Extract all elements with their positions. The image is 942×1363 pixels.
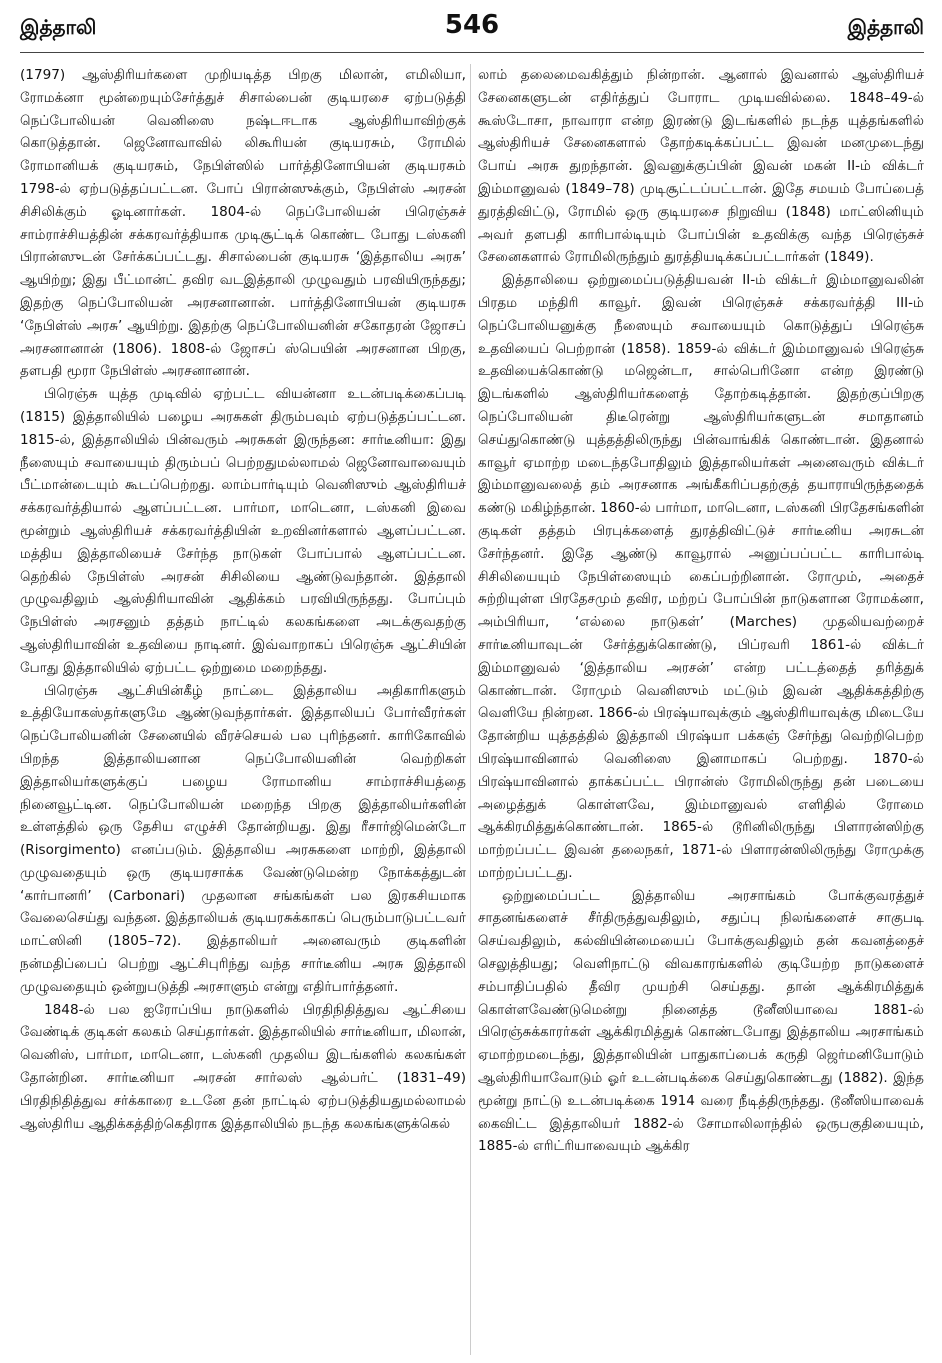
paragraph: 1848-ல் பல ஐரோப்பிய நாடுகளில் பிரதிநிதித்துவ ஆட்சியை வேண்டிக் குடிகள் கலகம் செய்தார்கள். இத்தாலியில் சார்டீனியா, மிலான், வெனிஸ், பார்மா, மாடெனா, டஸ்கனி முதலிய இடங்களில் கலகங்கள் தோன்றின. சார்டீனியா அரசன் சார்லஸ் ஆல்பர்ட் (1831–49) பிரதிநிதித்துவ சர்க்காரை உடனே தன் நாட்டில் ஏற்படுத்தியதுமல்லாமல் ஆஸ்திரிய ஆதிக்கத்திற்கெதிராக இத்தாலியில் நடந்த கலகங்களுக்கெல் bbox=[20, 1001, 466, 1132]
paragraph: ஒற்றுமைப்பட்ட இத்தாலிய அரசாங்கம் போக்குவரத்துச் சாதனங்களைச் சீர்திருத்துவதிலும், சதுப்பு நிலங்களைச் சாகுபடி செய்வதிலும், கல்வியின்மையைப் போக்குவதிலும் தன் கவனத்தைச் செலுத்தியது; வெளிநாட்டு விவகாரங்களில் குடியேற்ற நாடுகளைச் சம்பாதிப்பதில் தீவிர முயற்சி செய்தது. தான் ஆக்கிரமித்துக் கொள்ளவேண்டுமென்று நினைத்த டூனீஸியாவை 1881-ல் பிரெஞ்சுக்காரர்கள் ஆக்கிரமித்துக் கொண்டபோது இத்தாலிய அரசாங்கம் ஏமாற்றமடைந்து, இத்தாலியின் பாதுகாப்பைக் கருதி ஜெர்மனியோடும் ஆஸ்திரியாவோடும் ஓர் உடன்படிக்கை செய்துகொண்டது (1882). இந்த மூன்று நாட்டு உடன்படிக்கை 1914 வரை நீடித்திருந்தது. டூனீஸியாவைக் கைவிட்ட இத்தாலியர் 1882-ல் சோமாலிலாந்தில் ஒருபகுதியையும், 1885-ல் எரிட்ரியாவையும் ஆக்கிர bbox=[478, 887, 924, 1155]
page-header bbox=[20, 6, 924, 53]
paragraph: இத்தாலியை ஒற்றுமைப்படுத்தியவன் II-ம் விக்டர் இம்மானுவலின் பிரதம மந்திரி காவூர். இவன் பிரெஞ்சுச் சக்கரவர்த்தி III-ம் நெப்போலியனுக்கு நீஸையும் சவாயையும் கொடுத்துப் பிரெஞ்சு உதவியைப் பெற்றான் (1858). 1859-ல் விக்டர் இம்மானுவல் பிரெஞ்சு உதவியைக்கொண்டு மஜென்டா, சால்பெரினோ என்ற இரண்டு இடங்களில் ஆஸ்திரியர்களைத் தோற்கடித்தான். இதற்குப்பிறகு நெப்போலியன் திடீரென்று ஆஸ்திரியர்களுடன் சமாதானம் செய்துகொண்டு யுத்தத்திலிருந்து பின்வாங்கிக் கொண்டான். இதனால் காவூர் ஏமாற்ற மடைந்தபோதிலும் இத்தாலியர்கள் அனைவரும் விக்டர் இம்மானுவலைத் தம் அரசனாக அங்கீகரிப்பதற்குத் தயாராயிருந்ததைக் கண்டு மகிழ்ந்தான். 1860-ல் பார்மா, மாடெனா, டஸ்கனி பிரதேசங்களின் குடிகள் தத்தம் பிரபுக்களைத் துரத்திவிட்டுச் சார்டீனிய அரசுடன் சேர்ந்தனர். இதே ஆண்டு காவூரால் அனுப்பப்பட்ட காரிபால்டி சிசிலியையும் நேபிள்ஸையும் கைப்பற்றினான். ரோமும், அதைச் சுற்றியுள்ள பிரதேசமும் தவிர, மற்றப் போப்பின் நாடுகளான ரோமக்னா, அம்பிரியா, ‘எல்லை நாடுகள்’ (Marches) முதலியவற்றைச் சார்டீனியாவுடன் சேர்த்துக்கொண்டு, பிப்ரவரி 1861-ல் விக்டர் இம்மானுவல் ‘இத்தாலிய அரசன்’ என்ற பட்டத்தைத் தரித்துக் கொண்டான். ரோமும் வெனிஸும் மட்டும் இவன் ஆதிக்கத்திற்கு வெளியே நின்றன. 1866-ல் பிரஷ்யாவுக்கும் ஆஸ்திரியாவுக்கு மிடையே தோன்றிய யுத்தத்தில் இத்தாலி பிரஷ்யா பக்கஞ் சேர்ந்து வெற்றிபெற்ற பிரஷ்யாவினால் வெனிஸை இனாமாகப் பெற்றது. 1870-ல் பிரஷ்யாவினால் தாக்கப்பட்ட பிரான்ஸ் ரோமிலிருந்து தன் படையை அழைத்துக் கொள்ளவே, இம்மானுவல் எளிதில் ரோமை ஆக்கிரமித்துக்கொண்டான். 1865-ல் டூரினிலிருந்து பிளாரன்ஸிற்கு மாற்றப்பட்ட இவன் தலைநகர், 1871-ல் பிளாரன்ஸிலிருந்து ரோமுக்கு மாற்றப்பட்டது. bbox=[478, 272, 924, 881]
text-columns bbox=[20, 64, 924, 1355]
running-head-right: இத்தாலி bbox=[847, 15, 924, 39]
paragraph: பிரெஞ்சு யுத்த முடிவில் ஏற்பட்ட வியன்னா உடன்படிக்கைப்படி (1815) இத்தாலியில் பழைய அரசுகள் திரும்பவும் ஏற்படுத்தப்பட்டன. 1815-ல், இத்தாலியில் பின்வரும் அரசுகள் இருந்தன: சார்டீனியா: இது நீஸையும் சவாயையும் திரும்பப் பெற்றதுமல்லாமல் ஜெனோவாவையும் பீட்மான்டையும் கூடப்பெற்றது. லாம்பார்டியும் வெனிஸும் ஆஸ்திரியச் சக்கரவர்த்தியால் ஆளப்பட்டன. பார்மா, மாடெனா, டஸ்கனி இவை மூன்றும் ஆஸ்திரியச் சக்கரவர்த்தியின் உறவினர்களால் ஆளப்பட்டன. மத்திய இத்தாலியைச் சேர்ந்த நாடுகள் போப்பால் ஆளப்பட்டன. தெற்கில் நேபிள்ஸ் அரசன் சிசிலியை ஆண்டுவந்தான். இத்தாலி முழுவதிலும் ஆஸ்திரியாவின் ஆதிக்கம் பரவியிருந்தது. போப்பும் நேபிள்ஸ் அரசனும் தத்தம் நாட்டில் கலகங்களை அடக்குவதற்கு ஆஸ்திரியாவின் உதவியை நாடினர். இவ்வாறாகப் பிரெஞ்சு ஆட்சியின் போது இத்தாலியில் ஏற்பட்ட ஒற்றுமை மறைந்தது. bbox=[20, 386, 466, 676]
right-column bbox=[478, 64, 924, 1355]
paragraph: (1797) ஆஸ்திரியர்களை முறியடித்த பிறகு மிலான், எமிலியா, ரோமக்னா மூன்றையும்சேர்த்துச் சிசால்பைன் குடியரசை ஏற்படுத்தி நெப்போலியன் வெனிஸை நஷ்டஈடாக ஆஸ்திரியாவிற்குக் கொடுத்தான். ஜெனோவாவில் லிகூரியன் குடியரசும், ரோமில் ரோமானியக் குடியரசும், நேபிள்ஸில் பார்த்தினோபியன் குடியரசும் 1798-ல் ஏற்படுத்தப்பட்டன. போப் பிரான்ஸுக்கும், நேபிள்ஸ் அரசன் சிசிலிக்கும் ஓடினார்கள். 1804-ல் நெப்போலியன் பிரெஞ்சுச் சாம்ராச்சியத்தின் சக்கரவர்த்தியாக முடிசூட்டிக் கொண்ட போது டஸ்கனி பிரான்ஸுடன் சேர்க்கப்பட்டது. சிசால்பைன் குடியரசு ‘இத்தாலிய அரசு’ ஆயிற்று; இது பீட்மான்ட் தவிர வடஇத்தாலி முழுவதும் பரவியிருந்தது; இதற்கு நெப்போலியன் அரசனானான். பார்த்தினோபியன் குடியரசு ‘நேபிள்ஸ் அரசு’ ஆயிற்று. இதற்கு நெப்போலியனின் சகோதரன் ஜோசப் அரசனானான் (1806). 1808-ல் ஜோசப் ஸ்பெயின் அரசனான பிறகு, தளபதி மூரா நேபிள்ஸ் அரசனானான். bbox=[20, 67, 466, 380]
left-column bbox=[20, 64, 466, 1355]
paragraph: பிரெஞ்சு ஆட்சியின்கீழ் நாட்டை இத்தாலிய அதிகாரிகளும் உத்தியோகஸ்தர்களுமே ஆண்டுவந்தார்கள். இத்தாலியப் போர்வீரர்கள் நெப்போலியனின் சேனையில் வீரச்செயல் பல புரிந்தனர். காரிகோவில் பிறந்த இத்தாலியனான நெப்போலியனின் வெற்றிகள் இத்தாலியர்களுக்குப் பழைய ரோமானிய சாம்ராச்சியத்தை நினைவூட்டின. நெப்போலியன் மறைந்த பிறகு இத்தாலியர்களின் உள்ளத்தில் ஒரு தேசிய எழுச்சி தோன்றியது. இது ரீசார்ஜிமென்டோ (Risorgimento) எனப்படும். இத்தாலிய அரசுகளை மாற்றி, இத்தாலி முழுவதையும் ஒரு குடியரசாக்க வேண்டுமென்ற நோக்கத்துடன் ‘கார்பானரி’ (Carbonari) முதலான சங்கங்கள் பல இரகசியமாக வேலைசெய்து வந்தன. இத்தாலியக் குடியரசுக்காகப் பெரும்பாடுபட்டவர் மாட்ஸினி (1805–72). இத்தாலியர் அனைவரும் குடிகளின் நன்மதிப்பைப் பெற்று ஆட்சிபுரிந்து வந்த சார்டீனிய அரசு இத்தாலி முழுவதையும் ஒன்றுபடுத்தி அரசாளும் என்று எதிர்பார்த்தனர். bbox=[20, 682, 466, 995]
running-head-left: இத்தாலி bbox=[20, 15, 97, 39]
page-number: 546 bbox=[444, 10, 500, 40]
paragraph: லாம் தலைமைவகித்தும் நின்றான். ஆனால் இவனால் ஆஸ்திரியச் சேனைகளுடன் எதிர்த்துப் போராட முடியவில்லை. 1848–49-ல் கூஸ்டோசா, நாவாரா என்ற இரண்டு இடங்களில் நடந்த யுத்தங்களில் ஆஸ்திரியச் சேனைகளால் தோற்கடிக்கப்பட்ட இவன் மனமுடைந்து போய் அரசு துறந்தான். இவனுக்குப்பின் இவன் மகன் II-ம் விக்டர் இம்மானுவல் (1849–78) முடிசூட்டப்பட்டான். இதே சமயம் போப்பைத் துரத்திவிட்டு, ரோமில் ஒரு குடியரசை நிறுவிய (1848) மாட்ஸினியும் அவர் தளபதி காரிபால்டியும் போப்பின் உதவிக்கு வந்த பிரெஞ்சுச் சேனைகளால் ரோமிலிருந்தும் துரத்தியடிக்கப்பட்டார்கள் (1849). bbox=[478, 67, 924, 266]
